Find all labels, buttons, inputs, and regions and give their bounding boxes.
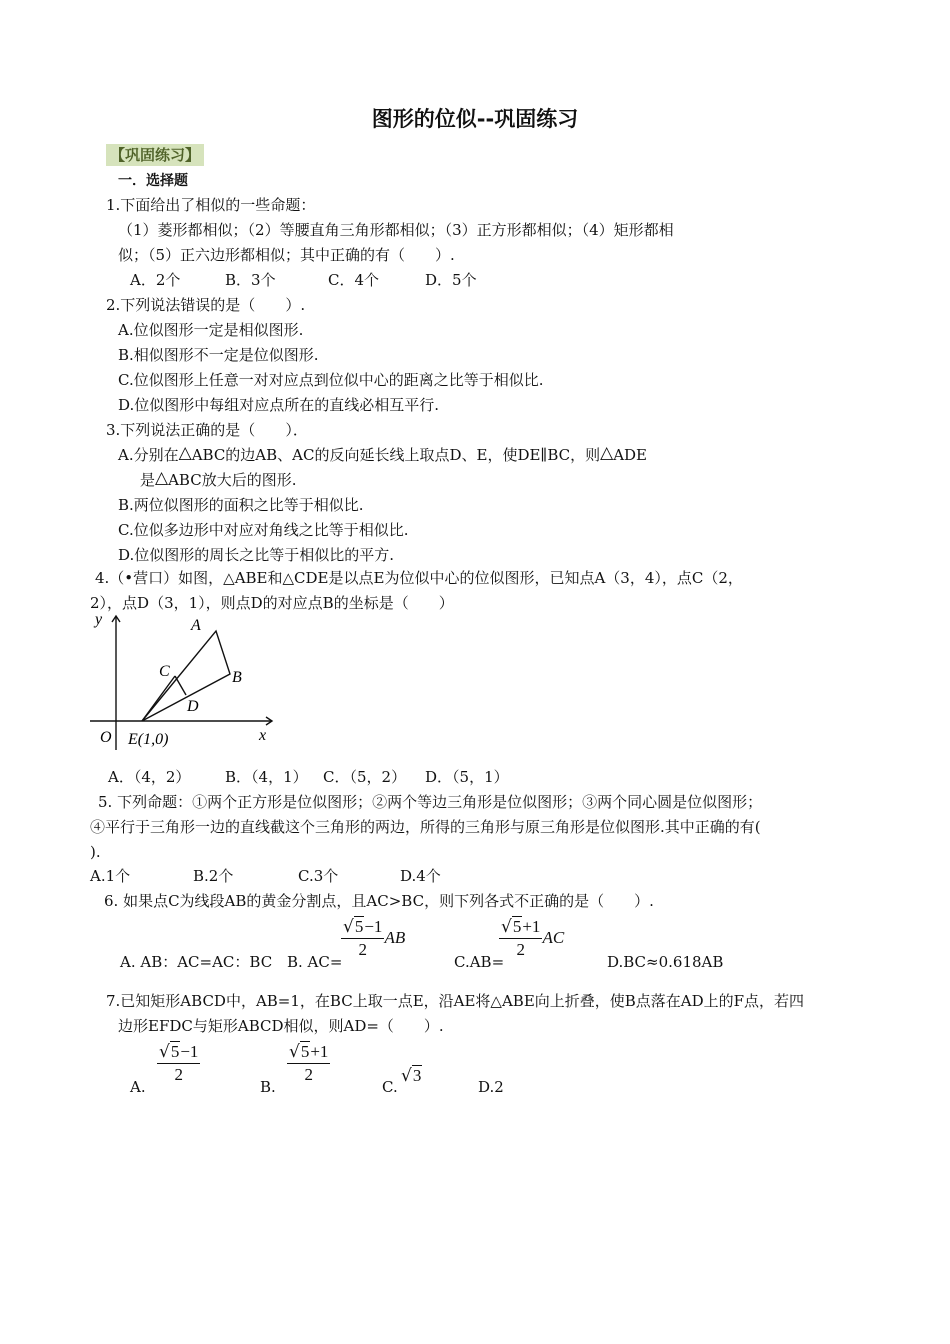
q7-option-a-fraction: [157, 1041, 200, 1086]
q3-a1-post: ABC的边AB、AC的反向延长线上取点D、E，使DE∥BC，则: [191, 446, 601, 464]
q7-option-b-fraction: [287, 1041, 330, 1086]
q1-option-b: B．3个: [225, 271, 276, 289]
q3-a2-pre: 是: [140, 471, 156, 489]
q6-option-b-fraction: $\frac{√5-1}{2}$ AB: [343, 917, 406, 959]
q4-line1: 4.（•营口）如图，△ABE和△CDE是以点E为位似中心的位似图形，已知点A（3，4），点C（2，: [95, 569, 743, 587]
sqrt-icon: √: [401, 1066, 412, 1086]
point-c-label: C: [159, 663, 170, 680]
sqrt-icon: √: [289, 1042, 300, 1062]
q6-option-d: D.BC≈0.618AB: [607, 953, 724, 971]
x-axis-label: x: [259, 727, 267, 744]
fraction: $\frac{√5+1}{2}$: [289, 1042, 329, 1084]
q2-option-d: D.位似图形中每组对应点所在的直线必相互平行.: [118, 396, 440, 414]
q5-line1: 5. 下列命题：①两个正方形是位似图形；②两个等边三角形是位似图形；③两个同心圆是位似图形；: [98, 793, 763, 811]
q5-option-b: B.2个: [193, 867, 234, 885]
point-b-label: B: [232, 669, 242, 686]
q6-stem: 6. 如果点C为线段AB的黄金分割点，且AC>BC，则下列各式不正确的是（ ）.: [104, 892, 654, 910]
segment-cd: [175, 676, 186, 695]
q1-stem: 1.下面给出了相似的一些命题：: [106, 196, 316, 214]
q4-option-c: C．（5，2）: [323, 768, 407, 786]
triangle-abe: [142, 631, 230, 721]
q7-line2: 边形EFDC与矩形ABCD相似，则AD=（ ）.: [118, 1017, 444, 1035]
q3-stem: 3.下列说法正确的是（ ）．: [106, 421, 308, 439]
q5-option-a: A.1个: [90, 867, 131, 885]
q5-line2: ④平行于三角形一边的直线截这个三角形的两边，所得的三角形与原三角形是位似图形.其中正确的有(: [90, 818, 761, 836]
page-title: 图形的位似--巩固练习: [371, 107, 579, 131]
segment-ec: [142, 676, 175, 721]
q3-option-a-line2: [140, 470, 296, 490]
q5-line3: ).: [90, 843, 101, 861]
q3-a1-pre: A.分别在: [118, 446, 179, 464]
q5-option-c: C.3个: [298, 867, 339, 885]
sqrt-icon: √: [343, 917, 354, 937]
q1-option-a: A．2个: [130, 271, 181, 289]
q4-option-d: D．（5，1）: [425, 768, 509, 786]
triangle-icon: △: [155, 468, 169, 488]
q5-option-d: D.4个: [400, 867, 441, 885]
section-tag: 【巩固练习】: [106, 144, 204, 166]
q7-option-c-sqrt: √3: [401, 1066, 422, 1086]
q3-a2-post: ABC放大后的图形.: [168, 471, 297, 489]
q7-option-a-label: A.: [130, 1078, 146, 1096]
q3-option-d: D.位似图形的周长之比等于相似比的平方.: [118, 546, 395, 564]
q3-option-c: C.位似多边形中对应对角线之比等于相似比.: [118, 521, 409, 539]
q7-line1: 7.已知矩形ABCD中，AB=1，在BC上取一点E，沿AE将△ABE向上折叠，使B点落在AD上的F点，若四: [106, 992, 805, 1010]
q2-option-b: B.相似图形不一定是位似图形.: [118, 346, 319, 364]
q1-option-d: D．5个: [425, 271, 477, 289]
q7-option-c-label: C.: [382, 1078, 398, 1096]
q6-option-a: A. AB：AC=AC：BC: [120, 953, 273, 971]
q7-option-d: D.2: [478, 1078, 504, 1096]
q4-option-b: B．（4，1）: [225, 768, 308, 786]
q6-option-c-fraction: $\frac{√5+1}{2}$ AC: [501, 917, 565, 959]
origin-label: O: [100, 729, 112, 746]
q4-line2: 2），点D（3，1），则点D的对应点B的坐标是（ ）: [90, 594, 454, 612]
q2-option-a: A.位似图形一定是相似图形.: [118, 321, 304, 339]
y-axis-label: y: [95, 611, 103, 628]
point-e-label: E(1,0): [128, 731, 169, 748]
point-a-label: A: [191, 617, 201, 634]
q2-option-c: C.位似图形上任意一对对应点到位似中心的距离之比等于相似比.: [118, 371, 544, 389]
q7-option-b-label: B.: [260, 1078, 276, 1096]
q4-option-a: A．（4，2）: [108, 768, 191, 786]
q1-option-c: C．4个: [328, 271, 380, 289]
q1-line2: （1）菱形都相似；（2）等腰直角三角形都相似；（3）正方形都相似；（4）矩形都相: [118, 221, 674, 239]
fraction: $\frac{√5-1}{2}$: [343, 917, 383, 959]
q4-figure: [86, 610, 282, 756]
fraction: $\frac{√5+1}{2}$: [501, 917, 541, 959]
sqrt-icon: √: [501, 917, 512, 937]
triangle-icon: △: [600, 443, 614, 463]
q3-option-a-line1: [118, 445, 647, 465]
q2-stem: 2.下列说法错误的是（ ）.: [106, 296, 306, 314]
triangle-icon: △: [178, 443, 192, 463]
q3-option-b: B.两位似图形的面积之比等于相似比.: [118, 496, 364, 514]
section-heading: 一．选择题: [118, 173, 188, 189]
q6-option-b-label: B. AC=: [287, 953, 343, 971]
point-d-label: D: [187, 698, 199, 715]
sqrt-icon: √: [159, 1042, 170, 1062]
q3-a1-end: ADE: [613, 446, 648, 464]
fraction: $\frac{√5-1}{2}$: [159, 1042, 199, 1084]
q1-line3: 似；（5）正六边形都相似；其中正确的有（ ）.: [118, 246, 455, 264]
q6-option-c-label: C.AB=: [454, 953, 505, 971]
